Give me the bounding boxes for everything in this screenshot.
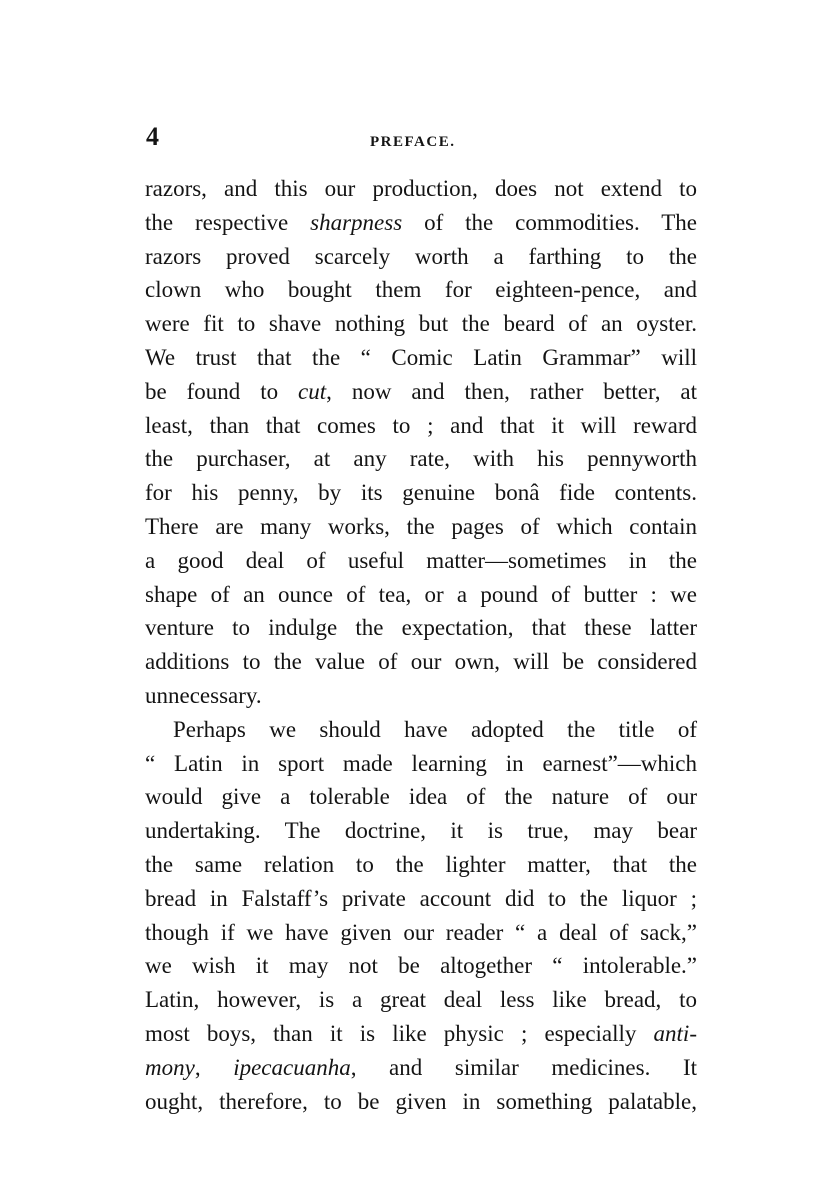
text-line: bread in Falstaff’s private account did to the liquor ;	[145, 885, 697, 911]
page-number: 4	[146, 122, 159, 151]
text-line: were fit to shave nothing but the beard of an oyster.	[145, 311, 697, 337]
text-line: we wish it may not be altogether “ intolerable.”	[145, 953, 697, 979]
text-line: mony, ipecacuanha, and similar medicines. It	[145, 1054, 697, 1080]
text-line: a good deal of useful matter—sometimes in the	[145, 547, 697, 573]
text-line: unnecessary.	[145, 682, 262, 708]
text-line: undertaking. The doctrine, it is true, may bear	[145, 818, 697, 844]
text-line: We trust that the “ Comic Latin Grammar” will	[145, 344, 697, 370]
body-text	[145, 172, 697, 1118]
text-line: razors, and this our production, does not extend to	[145, 176, 697, 201]
text-line: razors proved scarcely worth a farthing to the	[145, 243, 697, 269]
text-line: clown who bought them for eighteen-pence, and	[145, 277, 697, 303]
text-line: the purchaser, at any rate, with his pennyworth	[145, 446, 697, 472]
text-line: the same relation to the lighter matter, that the	[145, 851, 697, 877]
text-line: Latin, however, is a great deal less like bread, to	[145, 987, 697, 1013]
text-line: least, than that comes to ; and that it will reward	[145, 412, 697, 438]
text-line: “ Latin in sport made learning in earnest”—which	[145, 750, 697, 776]
text-line: There are many works, the pages of which contain	[145, 513, 697, 539]
running-head: PREFACE.	[370, 134, 456, 150]
paragraph-1	[145, 172, 697, 713]
text-line: for his penny, by its genuine bonâ fide contents.	[145, 480, 697, 506]
text-line: though if we have given our reader “ a deal of sack,”	[145, 919, 697, 945]
text-line: Perhaps we should have adopted the title of	[173, 716, 697, 742]
text-line: the respective sharpness of the commodities. The	[145, 209, 697, 235]
text-line: would give a tolerable idea of the nature of our	[145, 784, 697, 810]
text-line: most boys, than it is like physic ; especially anti-	[145, 1020, 697, 1046]
paragraph-2	[145, 713, 697, 1119]
text-line: ought, therefore, to be given in something palatable,	[145, 1088, 697, 1114]
text-line: additions to the value of our own, will be considered	[145, 649, 697, 675]
text-line: shape of an ounce of tea, or a pound of butter : we	[145, 581, 697, 607]
text-line: venture to indulge the expectation, that these latter	[145, 615, 697, 641]
text-line: be found to cut, now and then, rather better, at	[145, 378, 697, 404]
